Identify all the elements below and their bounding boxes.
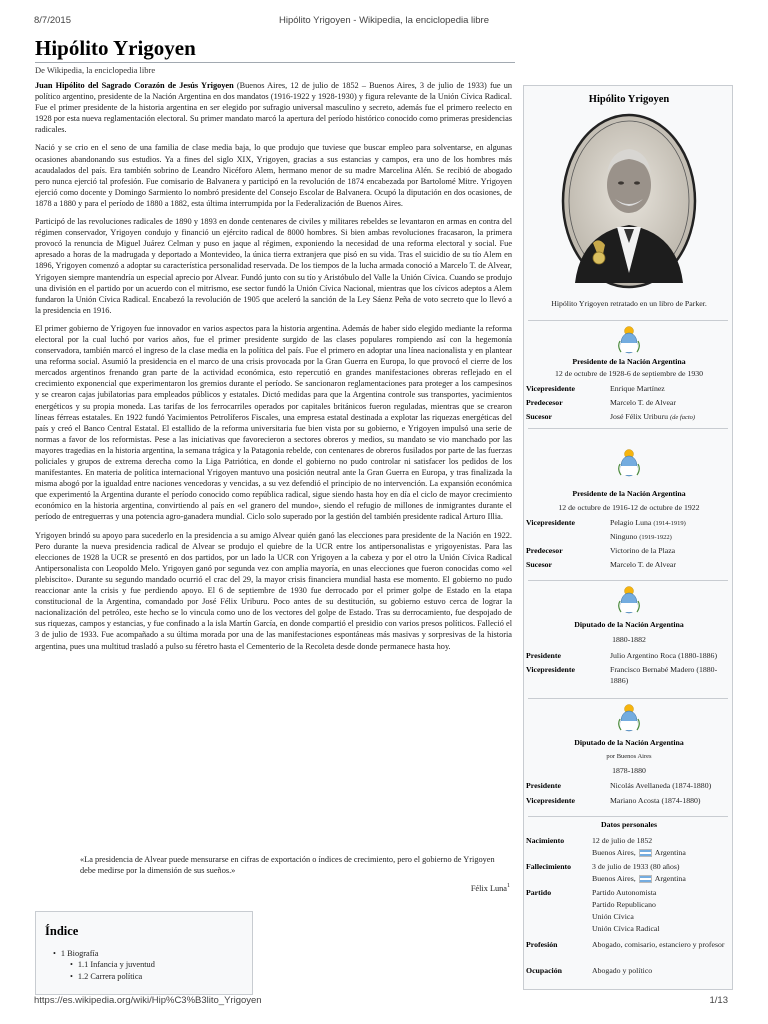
- print-header: [0, 15, 768, 29]
- paragraph-lead-text: (Buenos Aires, 12 de julio de 1852 – Buenos Aires, 3 de julio de 1933) fue un político argentino, presidente de la Nación Argentina en dos mandatos (1916-1922 y 1928-1930) y figura relevante de la Unión Cívica Radical. Fue el primer presidente de la historia argentina en ser elegido por sufragio universal masculino y secreto, además fue el primero reelecto en 1928 por esta nueva reglamentación electoral. Su primer mandato marcó la apertura del período histórico conocido como primeras presidencias radicales.: [35, 81, 512, 135]
- death-label: Fallecimiento: [526, 862, 572, 871]
- row-label: Vicepresidente: [526, 665, 575, 674]
- row-value-link[interactable]: José Félix Uriburu: [610, 412, 669, 421]
- birth-country[interactable]: Argentina: [654, 848, 686, 857]
- office-dates: 12 de octubre de 1916-12 de octubre de 1922: [558, 503, 700, 512]
- argentina-flag-icon: [639, 849, 652, 857]
- row-value[interactable]: Enrique Martínez: [610, 384, 665, 393]
- footnote-ref[interactable]: 1: [507, 883, 510, 889]
- print-url: https://es.wikipedia.org/wiki/Hip%C3%B3lito_Yrigoyen: [34, 995, 262, 1006]
- row-value[interactable]: Marcelo T. de Alvear: [610, 560, 676, 569]
- portrait-image[interactable]: [561, 113, 697, 289]
- infobox-title: Hipólito Yrigoyen: [588, 94, 670, 105]
- row-value-text: Ninguno: [610, 532, 638, 541]
- office-title[interactable]: Diputado de la Nación Argentina: [574, 738, 684, 747]
- lead-bold-name[interactable]: Juan Hipólito del Sagrado Corazón de Jesús Yrigoyen: [35, 81, 234, 90]
- party-item[interactable]: Partido Republicano: [592, 900, 656, 909]
- divider: [528, 816, 728, 817]
- divider: [528, 580, 728, 581]
- birth-place: [592, 848, 730, 859]
- row-value[interactable]: Francisco Bernabé Madero (1880-1886): [610, 665, 718, 685]
- party-item[interactable]: Unión Cívica Radical: [592, 924, 660, 933]
- party-item[interactable]: Partido Autonomista: [592, 888, 657, 897]
- death-country[interactable]: Argentina: [654, 874, 686, 883]
- paragraph: Participó de las revoluciones radicales de 1890 y 1893 en donde centenares de civiles y militares rebeldes se levantaron en armas en contra del régimen conservador, Yrigoyen condujo y financió un ejército radical de 8000 hombres. Si bien ambas revoluciones fracasaron, la primera provocó la renuncia de Miguel Juárez Celman y puso en jaque al régimen, exponiendo la necesidad de una reforma electoral y social. Fue apresado a horas de la madrugada y deportado a Montevideo, la única tierra extranjera que pisó en su vida. Tras el suicidio de su tío Alem en 1896, Yrigoyen comenzó a adoptar su característica personalidad reservada. De los tiempos de la lucha armada conoció a Marcelo T. de Alvear, Yrigoyen siempre mantendría un especial aprecio por Alvear. Fundó junto con su tío y Aristóbulo del Valle la Unión Cívica. Cuando se produjo una división en el partido por un acuerdo con el mitrismo, ese sector fundó la Unión Cívica Nacional, mientras que los cívicos adeptos a Alem fundaron la Unión Cívica Radical. Encabezó la revolución de 1905 que aceleró la sanción de la Ley Sáenz Peña de voto secreto que lo llevó a la presidencia en 1916.: [35, 217, 512, 315]
- row-label: Vicepresidente: [526, 384, 575, 393]
- divider: [528, 428, 728, 429]
- article-subtitle: De Wikipedia, la enciclopedia libre: [35, 65, 156, 75]
- office-dates: 1880-1882: [612, 635, 646, 644]
- office-dates: 12 de octubre de 1928-6 de septiembre de 1930: [554, 369, 704, 378]
- profession-label: Profesión: [526, 940, 558, 949]
- coat-of-arms-icon: [616, 586, 642, 614]
- row-label: Vicepresidente: [526, 796, 575, 805]
- birth-label: Nacimiento: [526, 836, 565, 845]
- row-value-link[interactable]: Pelagio Luna: [610, 518, 652, 527]
- row-value[interactable]: Victorino de la Plaza: [610, 546, 676, 555]
- argentina-flag-icon: [639, 875, 652, 883]
- row-label: Vicepresidente: [526, 518, 575, 527]
- print-page-title: Hipólito Yrigoyen - Wikipedia, la enciclopedia libre: [279, 15, 489, 26]
- toc-list: [45, 948, 243, 982]
- divider: [528, 698, 728, 699]
- toc-item-biografia[interactable]: • 1 Biografía: [45, 948, 243, 959]
- quote-author: [471, 883, 510, 893]
- print-footer: [0, 995, 768, 1009]
- print-date: 8/7/2015: [34, 15, 71, 26]
- office-title[interactable]: Presidente de la Nación Argentina: [572, 357, 686, 366]
- party-label: Partido: [526, 888, 552, 897]
- birth-city[interactable]: Buenos Aires,: [592, 848, 636, 857]
- row-note: (de facto): [670, 414, 696, 421]
- article-title: Hipólito Yrigoyen: [35, 36, 196, 60]
- office-title[interactable]: Presidente de la Nación Argentina: [572, 489, 686, 498]
- row-label: Sucesor: [526, 560, 552, 569]
- infobox: [523, 85, 733, 990]
- divider: [528, 320, 728, 321]
- occupation-label: Ocupación: [526, 966, 562, 975]
- toc-title: Índice: [45, 924, 79, 938]
- print-page-number: 1/13: [709, 995, 728, 1006]
- toc-item-infancia[interactable]: • 1.1 Infancia y juventud: [45, 959, 243, 970]
- row-value: [610, 518, 730, 530]
- quote-author-name[interactable]: Félix Luna: [470, 883, 507, 893]
- personal-data-title: Datos personales: [600, 820, 658, 829]
- birth-date: 12 de julio de 1852: [592, 836, 653, 845]
- row-value[interactable]: Julio Argentino Roca (1880-1886): [610, 651, 718, 660]
- row-note: (1919-1922): [639, 534, 672, 541]
- coat-of-arms-icon: [616, 449, 642, 477]
- party-item[interactable]: Unión Cívica: [592, 912, 634, 921]
- coat-of-arms-icon: [616, 326, 642, 354]
- profession-value: Abogado, comisario, estanciero y profesor: [592, 940, 725, 949]
- death-date: 3 de julio de 1933 (80 años): [592, 862, 680, 871]
- paragraph: El primer gobierno de Yrigoyen fue innovador en varios aspectos para la historia argentina. Además de haber sido elegido mediante la reforma electoral por la cual luchó por varios años, fue el primer presidente surgido de las clases populares rompiendo así con la hegemonía conservadora, también marcó el ingreso de la clase media en la política del país. Fue el primero en adoptar una línea nacionalista y en plantear una reforma social. Asumió la presidencia en el marco de una crisis provocada por la Gran Guerra en Europa, lo que provocó el cierre de los mercados argentinos frenando gran parte de la actividad económica, esto repercutió en grandes manifestaciones obreras reflejado en el crecimiento exponencial que experimentaron los gremios durante el período. Se sancionaron reglamentaciones para proteger a los campesinos y se crearon cajas jubilatorias para empleados públicos y estatales. Dictó medidas para que la Argentina controle sus transportes, yacimientos energéticos y su propia moneda. Las tarifas de los ferrocarriles operados por capitales británicos fueron reguladas, mientras que se crearon líneas férreas estatales. En 1922 fundó Yacimientos Petrolíferos Fiscales, una empresa estatal destinada a explotar las riquezas energéticas del país y creó el Banco Central Estatal. El estallido de la reforma universitaria fue bien vista por su gobierno, e Yrigoyen impulsó una serie de normas a favor de los reformistas. Pese a las iniciativas que favorecieron a sectores obreros y medios, su mandato se vio manchado por las mayores tragedias en la historia argentina, la semana trágica y la Patagonia rebelde, con centenares de obreros fusilados por parte de las fuerzas policiales y grupos de extrema derecha como la Liga Patriótica, en donde el gobierno no pudo controlar ni satisfacer los pedidos de los manifestantes. En materia de política internacional Yrigoyen mantuvo una posición neutral ante la Gran Guerra en Europa, y tras finalizada la misma abogó por la igualdad entre naciones vencedoras y vencidas, a su vez defendió el principio de no intervención. La expansión económica que experimentó la Argentina durante el período conocido como república radical, sigue siendo hasta hoy en día el ciclo de mayor crecimiento económico en la historia argentina, convirtiendo al país en «el granero del mundo», siendo el refugio de millones de inmigrantes durante el período de entreguerras y una potencia agro-ganadera mundial. Ciclo solo superado por la gestión del también presidente radical Arturo Illia.: [35, 323, 512, 522]
- row-value[interactable]: Nicolás Avellaneda (1874-1880): [610, 781, 712, 790]
- blockquote: «La presidencia de Alvear puede mensurarse en cifras de exportación o índices de crecimiento, pero el gobierno de Yrigoyen debe medirse por la dimensión de sus sueños.»: [80, 855, 495, 875]
- row-value: [610, 412, 730, 424]
- occupation-value: Abogado y político: [592, 966, 653, 975]
- row-label: Presidente: [526, 781, 561, 790]
- article-body: [35, 80, 512, 659]
- row-value[interactable]: Mariano Acosta (1874-1880): [610, 796, 701, 805]
- death-place: [592, 874, 730, 885]
- paragraph: Yrigoyen brindó su apoyo para sucederlo en la presidencia a su amigo Alvear quién ganó las elecciones para presidente de la Nación en 1922. Pero durante la nueva presidencia radical de Alvear se produjo el quiebre de la UCR entre los antipersonalistas e yrigoyenistas. Para las elecciones de 1928 la UCR se presentó en dos partidos, por un lado la UCR con Yrigoyen a la cabeza y por el otro la Unión Cívica Radical Antipersonalista con Leopoldo Melo. Yrigoyen ganó por segunda vez con amplia mayoría, en unas elecciones que fueron conocidas como «el plebiscito». Durante su segundo mandado ocurrió el crac del 29, la mayor crisis financiera mundial hasta ese momento. El gobierno no pudo reaccionar ante la crisis y fue perdiendo apoyo. El 6 de septiembre de 1930 fue derrocado por el primer golpe de Estado en la etapa constitucional de la Argentina, comandado por José Félix Uriburu. Poco antes de su destitución, su gobierno estuvo cerca de lograr la nacionalización del petróleo, este hecho se lo vincula como uno de los vectores del golpe de Estado. Tras su derrocamiento, fue despojado de sus riquezas, campos y estancias, y fue confinado a la isla Martín García, en donde compartió el presidio con varios presos políticos. Falleció el 3 de julio de 1933. Fue acompañado a su última morada por una de las manifestaciones espontáneas más masivas y sorpresivas de la historia argentina, pues una multitud trasladó a pulso su féretro hasta el Cementerio de la Recoleta desde donde permanece hasta hoy.: [35, 530, 512, 651]
- coat-of-arms-icon: [616, 704, 642, 732]
- toc-item-carrera[interactable]: • 1.2 Carrera política: [45, 971, 243, 982]
- portrait-caption: Hipólito Yrigoyen retratado en un libro de Parker.: [551, 299, 707, 308]
- title-divider: [35, 62, 515, 63]
- row-label: Predecesor: [526, 398, 563, 407]
- death-city[interactable]: Buenos Aires,: [592, 874, 636, 883]
- row-label: Sucesor: [526, 412, 552, 421]
- row-label: Predecesor: [526, 546, 563, 555]
- row-value[interactable]: Marcelo T. de Alvear: [610, 398, 676, 407]
- office-title[interactable]: Diputado de la Nación Argentina: [574, 620, 684, 629]
- row-note: (1914-1919): [653, 520, 686, 527]
- row-value: [610, 532, 730, 544]
- paragraph-lead: [35, 80, 512, 135]
- office-subtitle: por Buenos Aires: [606, 753, 652, 760]
- table-of-contents: [35, 911, 253, 995]
- office-dates: 1878-1880: [612, 766, 646, 775]
- paragraph: Nació y se crio en el seno de una familia de clase media baja, lo que produjo que tuviese que buscar empleo para solventarse, en algunas ocasiones abandonando sus estudios. Ya a fines del siglo XIX, Yrigoyen, gracias a sus estancias y campos, era uno de los hombres más acaudalados del país. Era también sobrino de Leandro Nicéforo Alem, hermano menor de su madre Marcelina Alén. Se recibió de abogado pero nunca ejerció tal profesión. Fue comisario de Balvanera y participó en la revolución de 1874 encabezada por Bartolomé Mitre. Yrigoyen ejerció como docente y Domingo Sarmiento lo nombró presidente del Consejo Escolar de Balvanera. Ocupó la diputación en dos ocasiones, de 1878 a 1880 y para el período de 1880 a 1882, esta última interrumpida por la Federalización de Buenos Aires.: [35, 143, 512, 208]
- row-label: Presidente: [526, 651, 561, 660]
